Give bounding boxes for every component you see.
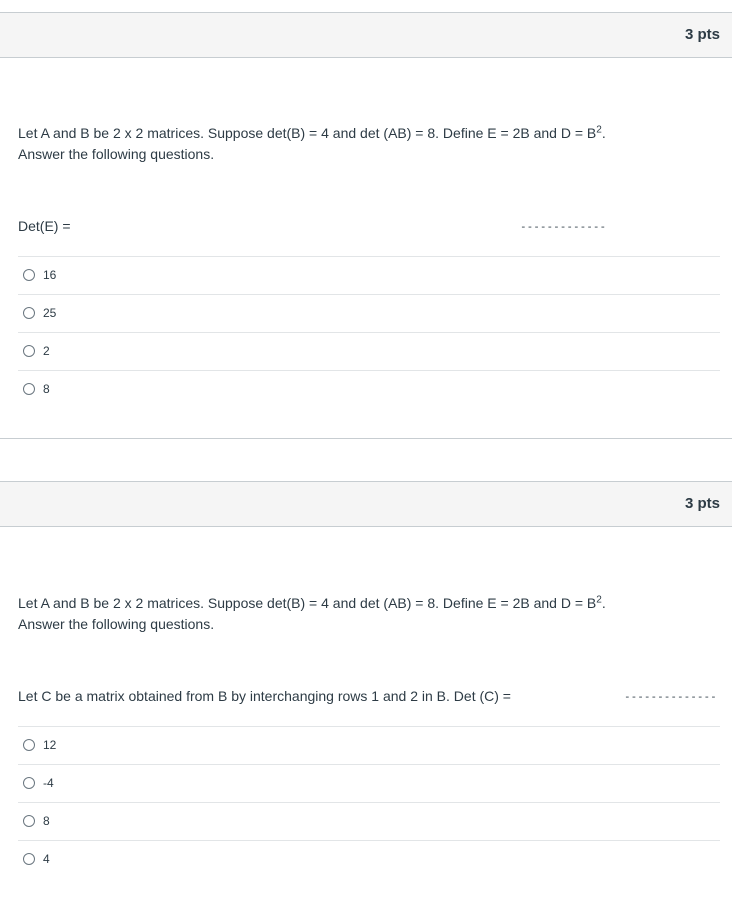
question-1 — [0, 12, 732, 408]
answer-label: 8 — [43, 382, 50, 396]
answer-list — [18, 726, 720, 878]
answer-blank: ------------- — [520, 220, 607, 233]
answer-option[interactable] — [18, 802, 720, 840]
question-header — [0, 12, 732, 58]
points-label: 3 pts — [684, 26, 720, 43]
answer-option[interactable] — [18, 256, 720, 294]
question-2 — [0, 481, 732, 878]
question-body — [0, 593, 732, 878]
answer-option[interactable] — [18, 332, 720, 370]
answer-label: 2 — [43, 344, 50, 358]
question-divider — [0, 438, 732, 439]
superscript: 2 — [596, 124, 602, 136]
answer-option[interactable] — [18, 840, 720, 878]
radio-button[interactable] — [23, 853, 35, 865]
radio-button[interactable] — [23, 345, 35, 357]
answer-option[interactable] — [18, 294, 720, 332]
answer-label: -4 — [43, 776, 54, 790]
question-text-line1: Let A and B be 2 x 2 matrices. Suppose det(B) = 4 and det (AB) = 8. Define E = 2B and D = B — [18, 125, 597, 141]
prompt-row — [18, 218, 720, 238]
question-text — [18, 123, 708, 165]
question-body — [0, 123, 732, 408]
radio-button[interactable] — [23, 739, 35, 751]
question-header — [0, 481, 732, 527]
superscript: 2 — [596, 594, 602, 606]
answer-label: 16 — [43, 268, 57, 282]
prompt-row — [18, 688, 720, 708]
answer-list — [18, 256, 720, 408]
prompt-text: Let C be a matrix obtained from B by interchanging rows 1 and 2 in B. Det (C) = — [18, 688, 511, 704]
points-label: 3 pts — [684, 495, 720, 512]
question-text-line1-end: . — [601, 125, 606, 141]
radio-button[interactable] — [23, 383, 35, 395]
question-text-line1: Let A and B be 2 x 2 matrices. Suppose det(B) = 4 and det (AB) = 8. Define E = 2B and D = B — [18, 595, 597, 611]
radio-button[interactable] — [23, 307, 35, 319]
radio-button[interactable] — [23, 269, 35, 281]
answer-blank: -------------- — [624, 690, 717, 703]
question-text-line1-end: . — [601, 595, 606, 611]
question-text-line2: Answer the following questions. — [18, 146, 215, 162]
answer-label: 12 — [43, 738, 57, 752]
answer-label: 8 — [43, 814, 50, 828]
radio-button[interactable] — [23, 815, 35, 827]
radio-button[interactable] — [23, 777, 35, 789]
answer-option[interactable] — [18, 764, 720, 802]
question-text — [18, 593, 708, 635]
question-text-line2: Answer the following questions. — [18, 616, 215, 632]
answer-label: 4 — [43, 852, 50, 866]
answer-option[interactable] — [18, 370, 720, 408]
prompt-text: Det(E) = — [18, 218, 71, 234]
answer-label: 25 — [43, 306, 57, 320]
answer-option[interactable] — [18, 726, 720, 764]
